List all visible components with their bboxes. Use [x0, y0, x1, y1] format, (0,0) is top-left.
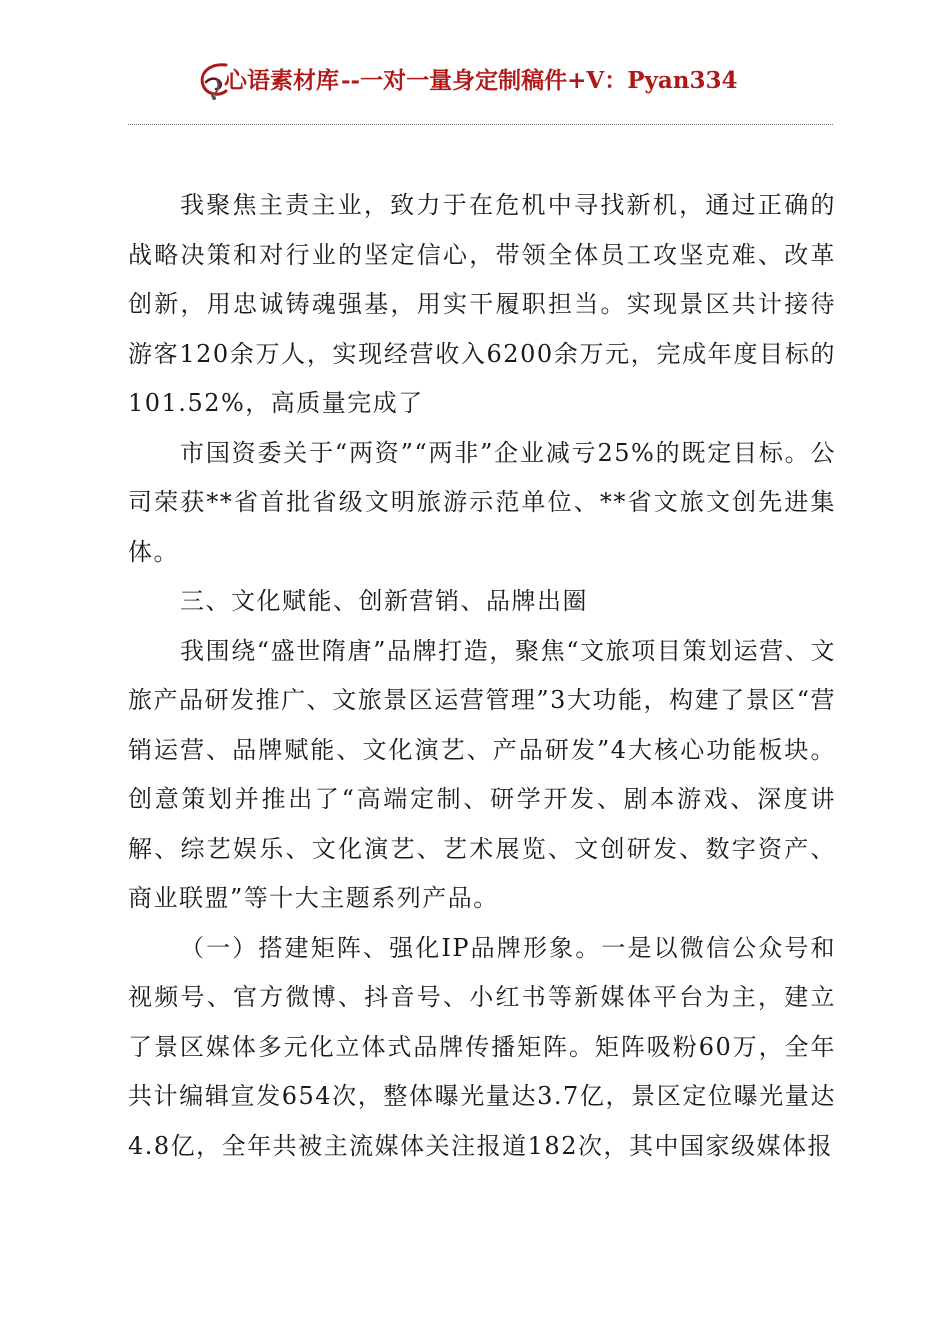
header-title [224, 66, 738, 96]
header-slogan: 一对一量身定制稿件+V：Pyan334 [360, 67, 738, 94]
header-separator: -- [341, 67, 361, 94]
paragraph: （一）搭建矩阵、强化IP品牌形象。一是以微信公众号和视频号、官方微博、抖音号、小红书等新媒体平台为主，建立了景区媒体多元化立体式品牌传播矩阵。矩阵吸粉60万，全年共计编辑宣发654次，整体曝光量达3.7亿，景区定位曝光量达4.8亿，全年共被主流媒体关注报道182次，其中国家级媒体报 [128, 933, 836, 1160]
page-header [0, 58, 950, 108]
brand-name: 心语素材库 [224, 67, 339, 94]
paragraph: 我聚焦主责主业，致力于在危机中寻找新机，通过正确的战略决策和对行业的坚定信心，带领全体员工攻坚克难、改革创新，用忠诚铸魂强基，用实干履职担当。实现景区共计接待游客120余万人，实现经营收入6200余万元，完成年度目标的101.52%，高质量完成了 [128, 191, 836, 417]
document-body [128, 181, 836, 1171]
paragraph: 我围绕“盛世隋唐”品牌打造，聚焦“文旅项目策划运营、文旅产品研发推广、文旅景区运营管理”3大功能，构建了景区“营销运营、品牌赋能、文化演艺、产品研发”4大核心功能板块。创意策划并推出了“高端定制、研学开发、剧本游戏、深度讲解、综艺娱乐、文化演艺、艺术展览、文创研发、数字资产、商业联盟”等十大主题系列产品。 [128, 636, 836, 912]
paragraph: 市国资委关于“两资”“两非”企业减亏25%的既定目标。公司荣获**省首批省级文明旅游示范单位、**省文旅文创先进集体。 [128, 438, 836, 566]
header-divider [128, 124, 833, 125]
section-heading: 三、文化赋能、创新营销、品牌出圈 [180, 587, 588, 615]
